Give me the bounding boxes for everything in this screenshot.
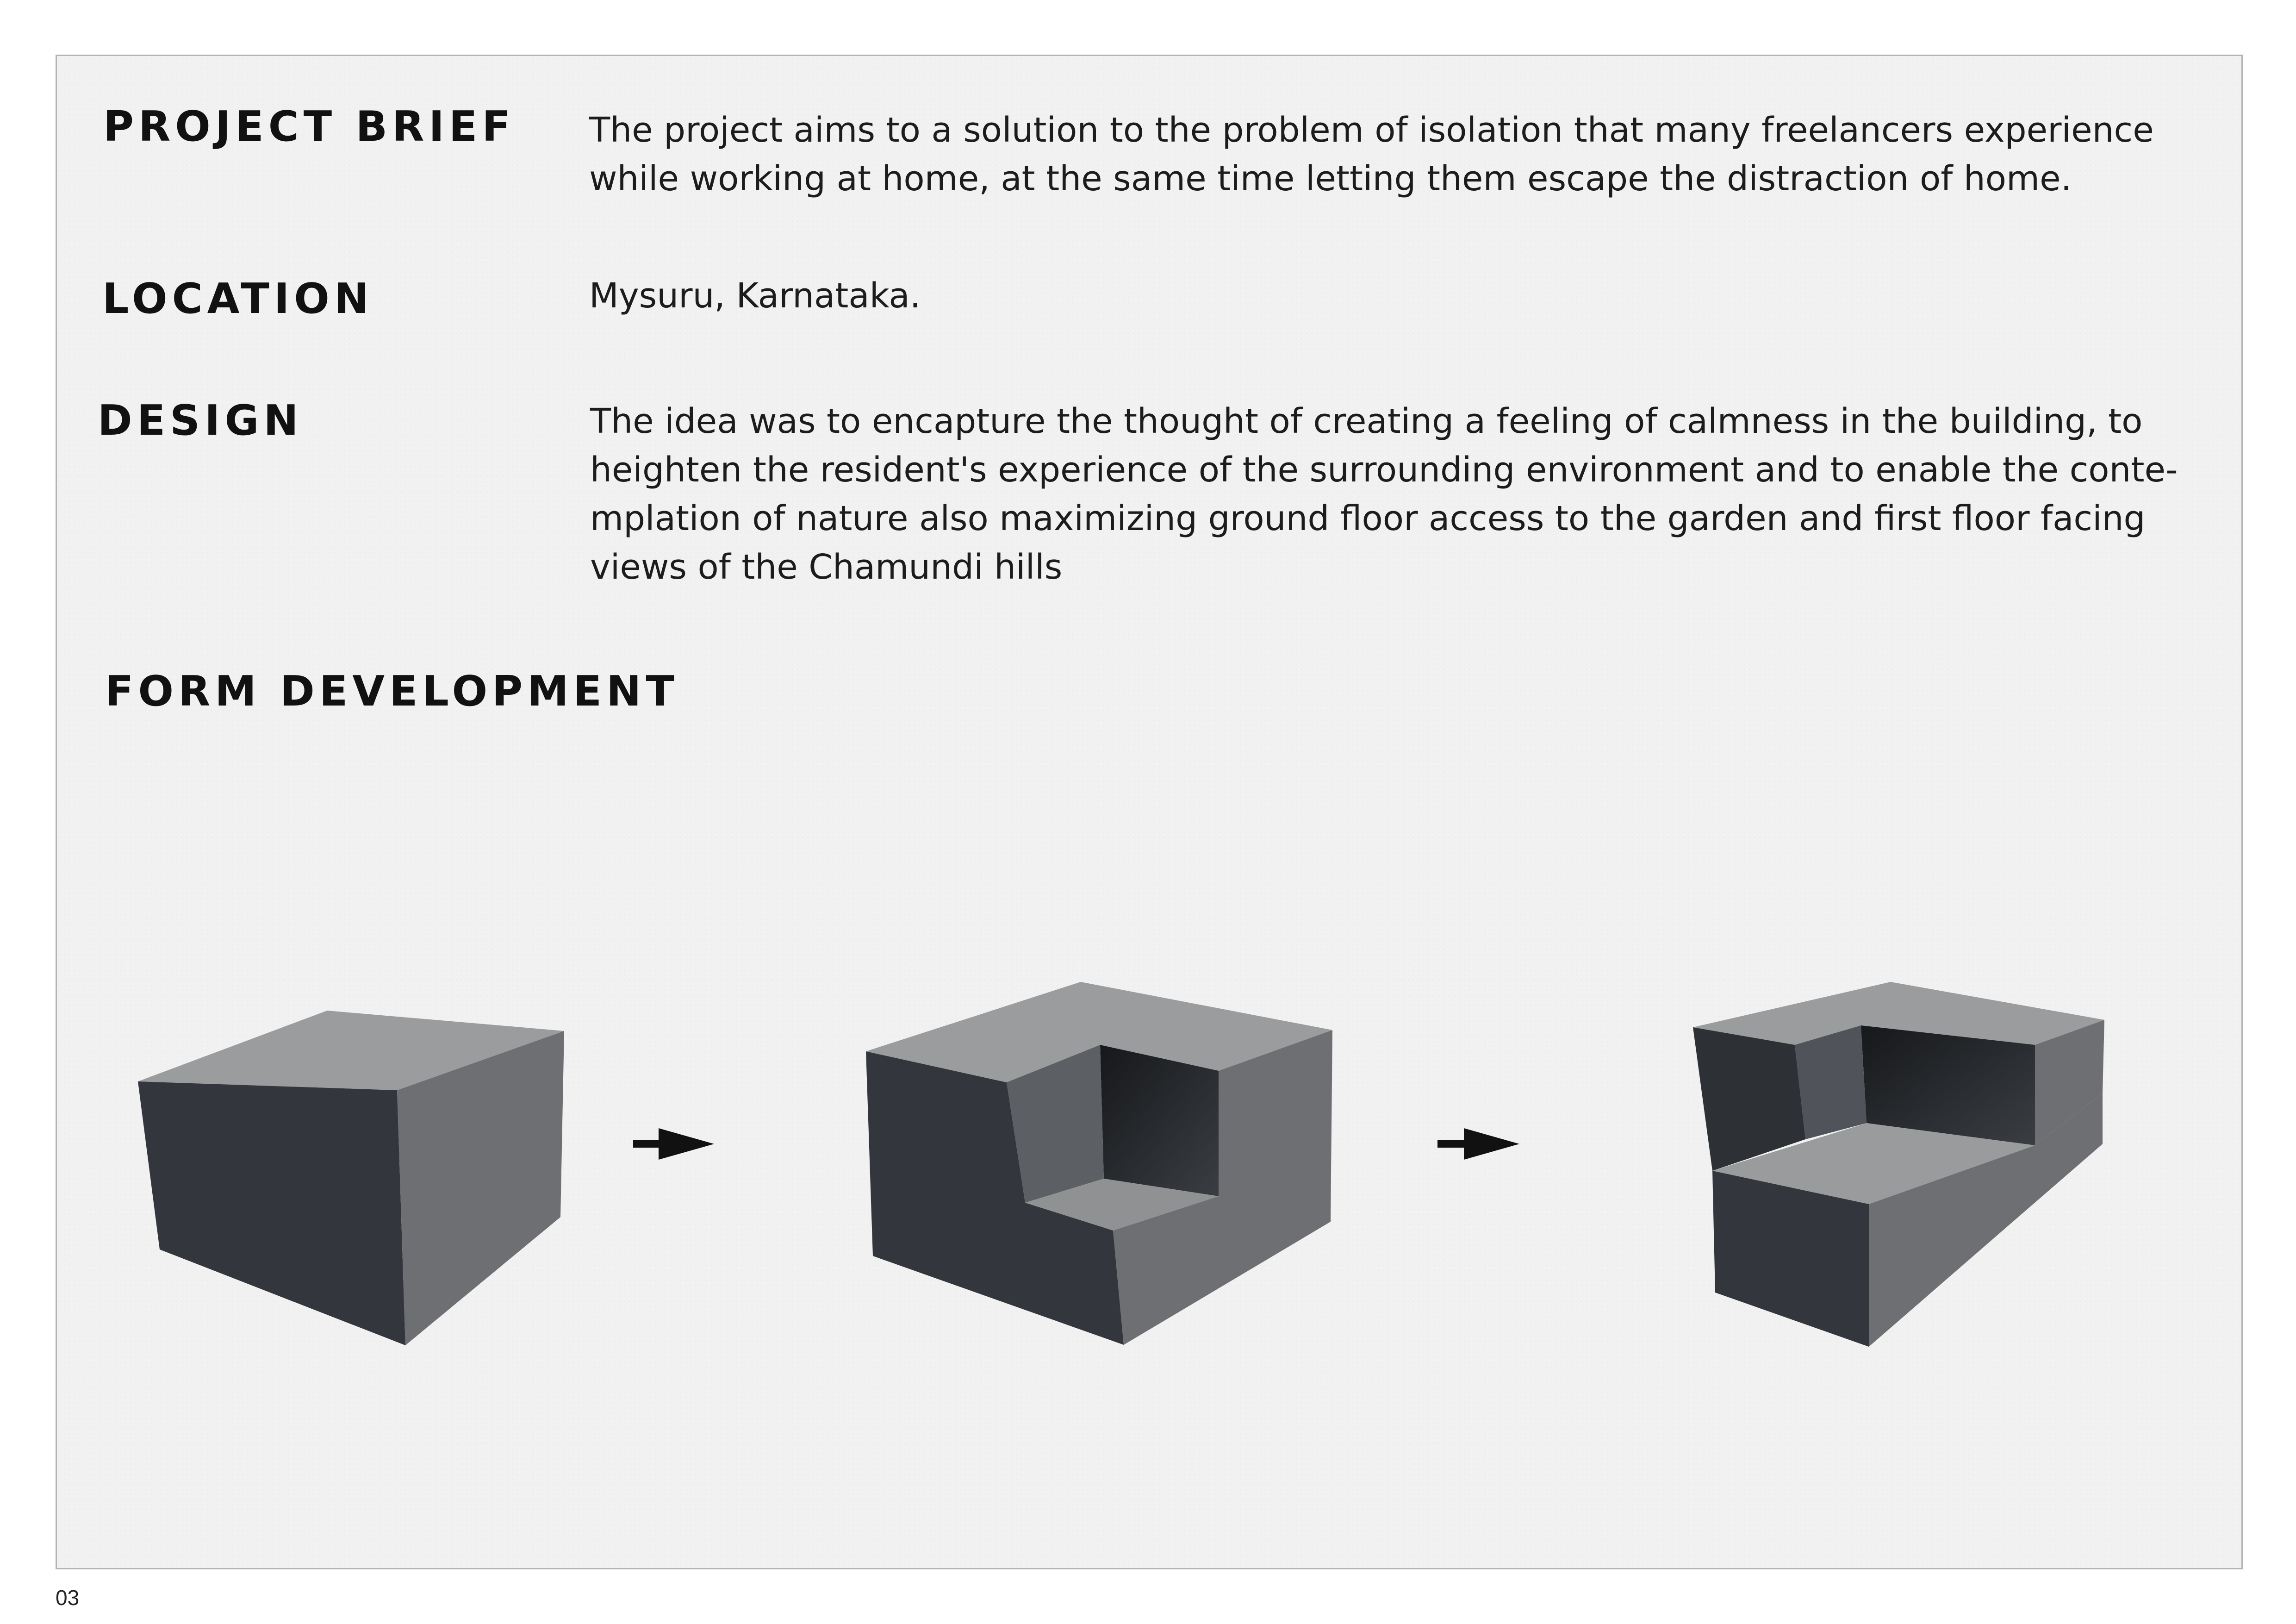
design-line: views of the Chamundi hills [590, 547, 1063, 587]
massing-stage-2 [866, 982, 1332, 1345]
form-development-diagram [57, 56, 2243, 1569]
massing-stage-3 [1693, 982, 2104, 1347]
right-arrow-icon [1437, 1128, 1519, 1160]
design-line: heighten the resident's experience of the surrounding environment and to enable the conte- [590, 450, 2178, 490]
design-heading: DESIGN [98, 396, 303, 445]
right-arrow-icon [633, 1128, 714, 1160]
form-development-heading: FORM DEVELOPMENT [105, 667, 679, 716]
arrow-1 [633, 1128, 714, 1160]
location-heading: LOCATION [102, 275, 374, 323]
page-number: 03 [56, 1586, 80, 1610]
project-brief-heading: PROJECT BRIEF [103, 102, 515, 151]
massing-stage-1 [138, 1011, 564, 1345]
design-line: mplation of nature also maximizing ground floor access to the garden and first floor facing [590, 499, 2146, 538]
location-line: Mysuru, Karnataka. [589, 276, 921, 316]
project-brief-line: The project aims to a solution to the problem of isolation that many freelancers experience [589, 110, 2154, 150]
stepped-terrace-massing-icon [1693, 982, 2104, 1347]
solid-box-massing-icon [138, 1011, 564, 1345]
project-brief-line: while working at home, at the same time letting them escape the distraction of home. [589, 159, 2072, 199]
page-frame [56, 55, 2243, 1569]
design-line: The idea was to encapture the thought of creating a feeling of calmness in the building, to [590, 401, 2143, 441]
carved-corner-massing-icon [866, 982, 1332, 1345]
arrow-2 [1437, 1128, 1519, 1160]
